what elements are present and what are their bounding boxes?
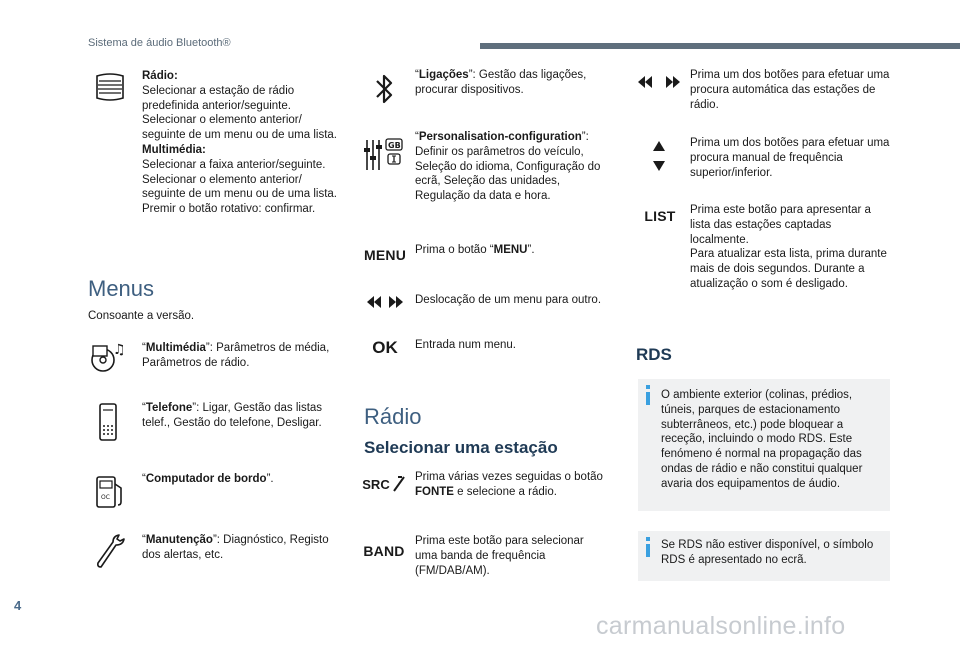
multimedia-text: Selecionar a faixa anterior/seguinte. Selecionar o elemento anterior/ seguinte de um menu ou de uma lista. Premir o botão rotativo: confirmar. (142, 158, 337, 216)
menu-button-icon: MENU (363, 247, 407, 263)
menus-intro: Consoante a versão. (88, 310, 195, 322)
manual-search-text: Prima um dos botões para efetuar uma procura manual de frequência superior/inferior. (690, 137, 890, 179)
menu-item-multimedia: “Multimédia”: Parâmetros de média, Parâmetros de rádio. (142, 342, 330, 369)
source-button-icon (362, 474, 406, 494)
seek-arrows-icon (636, 74, 682, 90)
bluetooth-icon (372, 72, 396, 106)
settings-sliders-icon (363, 136, 405, 174)
source-text: Prima várias vezes seguidas o botão FONTE e selecione a rádio. (415, 471, 603, 498)
ok-text: Entrada num menu. (415, 339, 517, 351)
svg-text:♫: ♫ (113, 342, 126, 358)
ok-button-icon: OK (372, 338, 398, 357)
svg-text:OC: OC (101, 494, 110, 501)
list-button-icon: LIST (644, 208, 676, 224)
header-title: Sistema de áudio Bluetooth® (88, 37, 231, 49)
rds-note-1 (638, 379, 890, 511)
menus-heading: Menus (88, 276, 155, 301)
rds-note-2-text: Se RDS não estiver disponível, o símbolo RDS é apresentado no ecrã. (661, 539, 874, 566)
menu-button-text: Prima o botão “MENU”. (415, 244, 535, 256)
menu-item-manutencao: “Manutenção”: Diagnóstico, Registo dos alertas, etc. (142, 534, 329, 561)
menu-item-computador-bordo: “Computador de bordo”. (142, 473, 274, 485)
source-button-label: SRC (362, 476, 390, 492)
band-text: Prima este botão para selecionar uma banda de frequência (FM/DAB/AM). (415, 535, 584, 577)
note-accent-bar (646, 392, 650, 405)
band-button-icon: BAND (363, 543, 405, 559)
menu-item-telefone: “Telefone”: Ligar, Gestão das listas telef., Gestão do telefone, Desligar. (142, 402, 323, 429)
menu-item-ligacoes: “Ligações”: Gestão das ligações, procurar dispositivos. (415, 69, 587, 96)
navigation-text: Deslocação de um menu para outro. (415, 294, 602, 306)
radio-label: Rádio: (142, 70, 178, 82)
menu-item-personalisation: “Personalisation-configuration”: Definir os parâmetros do veículo, Seleção do idioma, Configuração do ecrã, Seleção das unidades, Regulação da data e hora. (415, 131, 601, 203)
fuel-pump-icon (94, 474, 126, 510)
header-bar (480, 43, 960, 49)
rotary-knob-icon (93, 72, 127, 102)
telephone-icon (98, 402, 118, 442)
rds-note-2 (638, 531, 890, 581)
multimedia-label: Multimédia: (142, 143, 206, 156)
rds-note-1-text: O ambiente exterior (colinas, prédios, túneis, parques de estacionamento subterrâneos, etc.) pode bloquear a receção, incluindo o modo RDS. Este fenómeno é normal na propagação das ondas de rádio e não constitui qualquer avaria dos equipamentos de áudio. (661, 389, 863, 490)
page-number: 4 (14, 598, 22, 613)
seek-text: Prima um dos botões para efetuar uma procura automática das estações de rádio. (690, 69, 890, 111)
list-text: Prima este botão para apresentar a lista das estações captadas localmente. Para atualizar esta lista, prima durante mais de dois segundos. Durante a atualização o som é desligado. (690, 204, 887, 290)
wrench-icon (93, 532, 127, 570)
svg-text:GB: GB (388, 141, 401, 150)
radio-heading: Rádio (364, 404, 422, 429)
up-down-arrows-icon (651, 139, 667, 173)
multimedia-icon (90, 340, 126, 374)
selecionar-estacao-heading: Selecionar uma estação (364, 438, 558, 457)
note-info-icon (646, 385, 650, 389)
note-info-icon (646, 537, 650, 541)
radio-text: Selecionar a estação de rádio predefinida anterior/seguinte. Selecionar o elemento anterior/ seguinte de um menu ou de uma lista. (142, 84, 337, 142)
radio-multimedia-description (142, 69, 342, 217)
watermark: carmanualsonline.info (596, 612, 846, 640)
note-accent-bar (646, 544, 650, 557)
navigation-arrows-icon (365, 294, 405, 310)
rds-heading: RDS (636, 345, 672, 364)
